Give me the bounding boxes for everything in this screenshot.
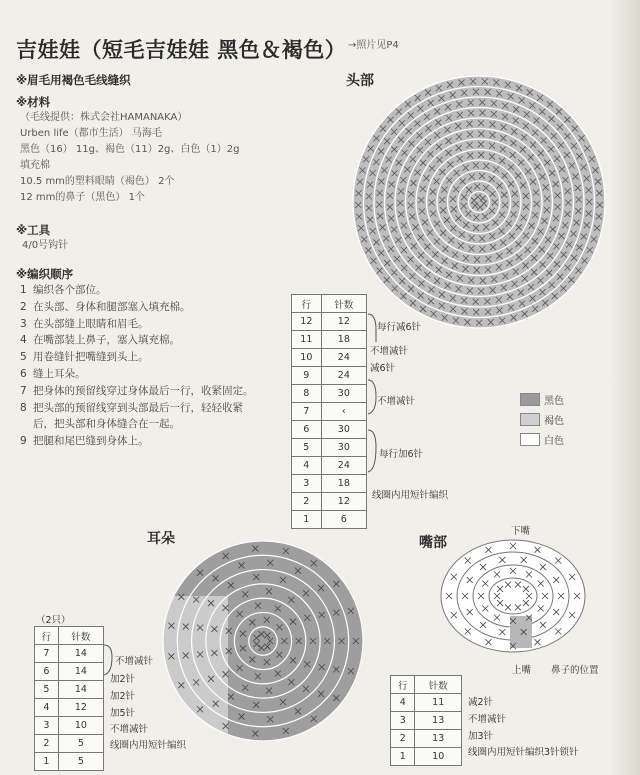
mouth-note-start: 线圈内用短针编织3针锁针 bbox=[468, 747, 579, 758]
ear-row-table bbox=[34, 626, 104, 771]
table-row bbox=[35, 735, 104, 753]
head-note-nochange: 不增减针 bbox=[370, 346, 409, 357]
table-cell: 10 bbox=[415, 748, 462, 766]
table-cell: 10 bbox=[292, 349, 322, 367]
table-row bbox=[391, 730, 462, 748]
table-cell: 6 bbox=[35, 663, 59, 681]
head-note-nochange2: 不增减针 bbox=[377, 396, 416, 407]
table-row bbox=[35, 753, 104, 771]
step-item: 8 把头部的预留线穿到头部最后一行，轻轻收紧 bbox=[20, 401, 243, 414]
eyebrow-note: ※眉毛用褐色毛线缝织 bbox=[16, 73, 131, 87]
table-row bbox=[391, 694, 462, 712]
step-item: 6 缝上耳朵。 bbox=[20, 367, 86, 380]
table-cell: 11 bbox=[415, 694, 462, 712]
table-cell: 30 bbox=[321, 385, 366, 403]
table-cell: 24 bbox=[321, 349, 366, 367]
table-cell: 6 bbox=[321, 511, 366, 529]
upper-lip-label: 上嘴 bbox=[512, 665, 532, 676]
head-label: 头部 bbox=[346, 73, 374, 89]
table-cell: 14 bbox=[58, 663, 103, 681]
table-cell: 7 bbox=[292, 403, 322, 421]
ear-diagram bbox=[158, 536, 368, 746]
mouth-diagram bbox=[438, 536, 588, 656]
table-cell: 9 bbox=[292, 367, 322, 385]
head-note-start: 线圈内用短针编织 bbox=[372, 490, 449, 501]
materials-list bbox=[20, 110, 239, 206]
col-header: 针数 bbox=[415, 676, 462, 694]
ear-note-inc2b: 加2针 bbox=[110, 691, 136, 702]
table-row bbox=[35, 699, 104, 717]
materials-line: Urben life（都市生活） 马海毛 bbox=[20, 128, 162, 139]
page-edge-shadow bbox=[608, 0, 640, 775]
ear-label: 耳朵 bbox=[147, 531, 175, 547]
steps-heading: ※编织顺序 bbox=[16, 267, 74, 281]
ear-note-inc2: 加2针 bbox=[110, 674, 136, 685]
col-header: 针数 bbox=[321, 295, 366, 313]
table-cell: 18 bbox=[321, 475, 366, 493]
col-header: 行 bbox=[391, 676, 415, 694]
head-note-dec6: 减6针 bbox=[370, 363, 396, 374]
table-cell: 4 bbox=[292, 457, 322, 475]
table-cell: 8 bbox=[292, 385, 322, 403]
head-round bbox=[469, 192, 490, 213]
tools-heading: ※工具 bbox=[16, 223, 51, 237]
table-row bbox=[391, 712, 462, 730]
table-cell: 10 bbox=[58, 717, 103, 735]
mouth-label: 嘴部 bbox=[419, 535, 447, 551]
table-row bbox=[292, 493, 367, 511]
table-cell: 18 bbox=[321, 331, 366, 349]
table-cell: 30 bbox=[321, 439, 366, 457]
materials-line: 10.5 mm的塑料眼睛（褐色） 2个 bbox=[20, 176, 175, 187]
table-row bbox=[391, 748, 462, 766]
table-cell: 24 bbox=[321, 457, 366, 475]
mouth-note-inc3: 加3针 bbox=[468, 731, 494, 742]
head-row-table bbox=[291, 294, 367, 529]
tools-line: 4/0号钩针 bbox=[22, 240, 69, 251]
table-cell: 4 bbox=[391, 694, 415, 712]
color-legend bbox=[520, 389, 564, 449]
table-cell: 12 bbox=[321, 493, 366, 511]
table-row bbox=[292, 367, 367, 385]
table-row bbox=[292, 457, 367, 475]
table-cell: 2 bbox=[292, 493, 322, 511]
table-cell: 1 bbox=[292, 511, 322, 529]
table-cell: 12 bbox=[292, 313, 322, 331]
table-cell: 2 bbox=[391, 730, 415, 748]
step-item: 2 在头部、身体和腿部塞入填充棉。 bbox=[20, 300, 191, 313]
table-row bbox=[35, 681, 104, 699]
head-note-decrease: 每行减6针 bbox=[377, 322, 422, 333]
table-cell: 14 bbox=[58, 645, 103, 663]
table-cell: 13 bbox=[415, 712, 462, 730]
table-cell: 1 bbox=[391, 748, 415, 766]
table-cell: 13 bbox=[415, 730, 462, 748]
materials-line: 12 mm的鼻子（黑色） 1个 bbox=[20, 192, 145, 203]
col-header: 行 bbox=[35, 627, 59, 645]
table-cell: 3 bbox=[35, 717, 59, 735]
step-item: 7 把身体的预留线穿过身体最后一行，收紧固定。 bbox=[20, 384, 254, 397]
table-cell: 1 bbox=[35, 753, 59, 771]
table-cell: 14 bbox=[58, 681, 103, 699]
table-cell: 12 bbox=[58, 699, 103, 717]
legend-item: 褐色 bbox=[520, 409, 564, 429]
col-header: 针数 bbox=[58, 627, 103, 645]
head-brackets bbox=[366, 312, 386, 502]
table-row bbox=[35, 717, 104, 735]
ear-note-start: 线圈内用短针编织 bbox=[110, 740, 187, 751]
legend-swatch bbox=[520, 393, 540, 406]
table-cell: 6 bbox=[292, 421, 322, 439]
table-row bbox=[292, 511, 367, 529]
table-row bbox=[292, 403, 367, 421]
page-title: 吉娃娃（短毛吉娃娃 黑色＆褐色） bbox=[16, 38, 347, 62]
ear-count: （2只） bbox=[36, 615, 71, 626]
legend-swatch bbox=[520, 433, 540, 446]
table-cell: 30 bbox=[321, 421, 366, 439]
materials-line: 黑色（16） 11g、褐色（11）2g、白色（1）2g bbox=[20, 144, 240, 155]
table-row bbox=[292, 421, 367, 439]
head-diagram bbox=[346, 64, 606, 334]
table-cell: 12 bbox=[321, 313, 366, 331]
ear-note-inc5: 加5针 bbox=[110, 708, 136, 719]
table-cell: 3 bbox=[292, 475, 322, 493]
table-row bbox=[292, 475, 367, 493]
legend-item: 黑色 bbox=[520, 389, 564, 409]
table-row bbox=[292, 349, 367, 367]
table-row bbox=[292, 385, 367, 403]
table-cell: 5 bbox=[292, 439, 322, 457]
lower-lip-label: 下嘴 bbox=[511, 526, 531, 537]
mouth-row-table bbox=[390, 675, 462, 766]
nose-position-label: 鼻子的位置 bbox=[551, 665, 599, 676]
step-item: 5 用卷缝针把嘴缝到头上。 bbox=[20, 351, 149, 364]
table-cell: 5 bbox=[35, 681, 59, 699]
materials-heading: ※材料 bbox=[16, 95, 51, 109]
step-item: 4 在嘴部装上鼻子，塞入填充棉。 bbox=[20, 334, 180, 347]
materials-line: （毛线提供：株式会社HAMANAKA） bbox=[20, 112, 188, 123]
step-item: 1 编织各个部位。 bbox=[20, 284, 107, 296]
table-row bbox=[35, 645, 104, 663]
legend-item: 白色 bbox=[520, 429, 564, 449]
mouth-note-nochange: 不增减针 bbox=[468, 714, 507, 725]
head-note-increase: 每行加6针 bbox=[379, 449, 424, 460]
ear-note-nochange2: 不增减针 bbox=[110, 724, 149, 735]
table-cell: 24 bbox=[321, 367, 366, 385]
table-cell: 2 bbox=[35, 735, 59, 753]
step-item: 9 把腿和尾巴缝到身体上。 bbox=[20, 435, 149, 448]
table-cell: 5 bbox=[58, 735, 103, 753]
table-cell: 11 bbox=[292, 331, 322, 349]
legend-swatch bbox=[520, 413, 540, 426]
step-item: 3 在头部缝上眼睛和眉毛。 bbox=[20, 317, 149, 330]
materials-line: 填充棉 bbox=[20, 160, 50, 171]
photo-reference: →照片见P4 bbox=[348, 40, 399, 51]
table-cell: 4 bbox=[35, 699, 59, 717]
step-item: 后，把头部和身体缝合在一起。 bbox=[33, 418, 180, 431]
table-row bbox=[292, 331, 367, 349]
table-row bbox=[292, 313, 367, 331]
table-row bbox=[35, 663, 104, 681]
mouth-note-dec2: 减2针 bbox=[468, 697, 494, 708]
ear-note-nochange: 不增减针 bbox=[115, 656, 154, 667]
table-cell: 3 bbox=[391, 712, 415, 730]
table-cell: 5 bbox=[58, 753, 103, 771]
col-header: 行 bbox=[292, 295, 322, 313]
table-row bbox=[292, 439, 367, 457]
table-cell: 7 bbox=[35, 645, 59, 663]
table-cell: ‹ bbox=[321, 403, 366, 421]
steps-list bbox=[20, 282, 254, 450]
